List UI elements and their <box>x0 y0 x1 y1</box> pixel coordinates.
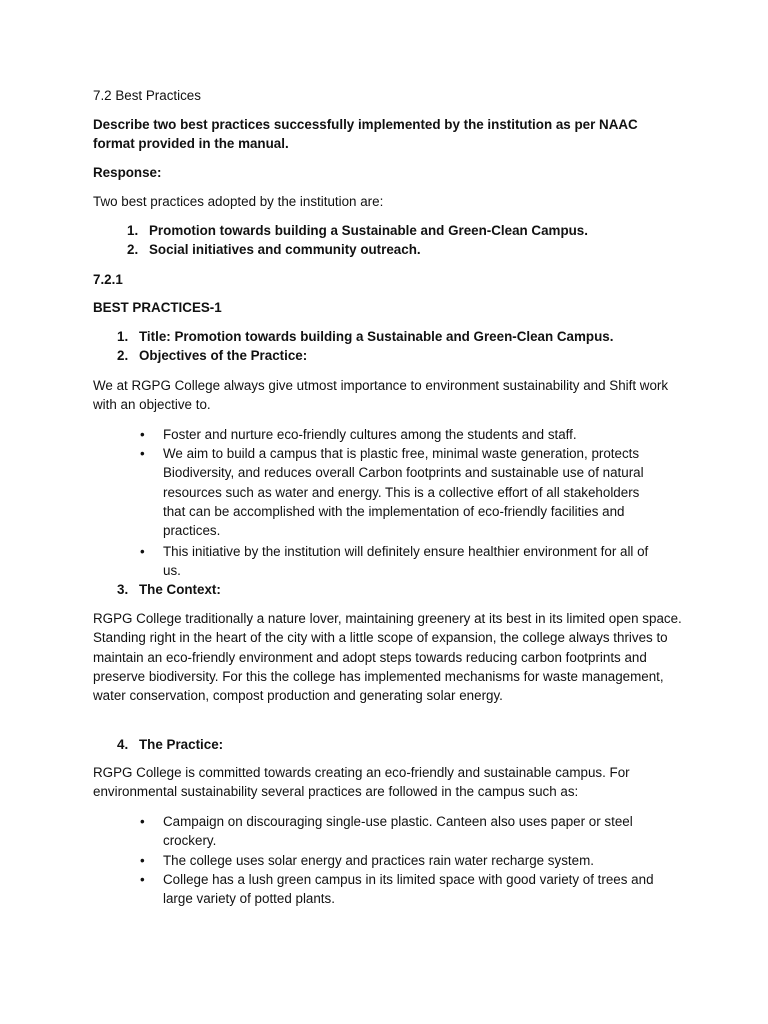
response-label: Response: <box>93 165 162 180</box>
bullet-text: This initiative by the institution will definitely ensure healthier environment for all of us. <box>163 544 649 579</box>
list-text: The Context: <box>139 582 221 597</box>
subsection-number: 7.2.1 <box>93 272 123 287</box>
bullet-icon: • <box>140 427 145 442</box>
bullet-item <box>140 425 680 444</box>
list-text: The Practice: <box>139 737 224 752</box>
context-paragraph: RGPG College traditionally a nature lover, maintaining greenery at its best in its limited open space. Standing right in the heart of the city with a little scope of expansion, the college always thrives to maintain an eco-friendly environment and adopt steps towards reducing carbon footprints and preserve biodiversity. For this the college has implemented mechanisms for waste management, water conservation, compost production and generating solar energy. <box>93 611 682 704</box>
list-number: 2. <box>127 242 139 257</box>
practice-paragraph: RGPG College is committed towards creating an eco-friendly and sustainable campus. For environmental sustainability several practices are followed in the campus such as: <box>93 765 630 800</box>
bullet-icon: • <box>140 446 145 461</box>
bullet-text: We aim to build a campus that is plastic free, minimal waste generation, protects Biodiversity, and reduces overall Carbon footprints and sustainable use of natural resources such as water and energy. This is a collective effort of all stakeholders that can be accomplished with the implementation of eco-friendly facilities and practices. <box>163 446 644 539</box>
list-number: 4. <box>117 737 129 752</box>
best-practice-heading: BEST PRACTICES-1 <box>93 300 222 315</box>
intro-text: Two best practices adopted by the institution are: <box>93 194 384 209</box>
bullet-text: The college uses solar energy and practices rain water recharge system. <box>163 853 594 868</box>
bullet-item <box>140 870 665 909</box>
bullet-item <box>140 851 680 870</box>
list-number: 3. <box>117 582 129 597</box>
list-number: 1. <box>127 223 139 238</box>
list-text: Social initiatives and community outreach. <box>149 242 421 257</box>
bullet-text: Campaign on discouraging single-use plastic. Canteen also uses paper or steel crockery. <box>163 814 633 849</box>
bullet-item <box>140 542 665 581</box>
list-text: Objectives of the Practice: <box>139 348 308 363</box>
bullet-item <box>140 812 665 851</box>
bullet-icon: • <box>140 544 145 559</box>
bullet-text: Foster and nurture eco-friendly cultures among the students and staff. <box>163 427 577 442</box>
bullet-item <box>140 444 660 540</box>
list-text: Title: Promotion towards building a Sustainable and Green-Clean Campus. <box>139 329 614 344</box>
objectives-paragraph: We at RGPG College always give utmost importance to environment sustainability and Shift work with an objective to. <box>93 378 669 413</box>
list-number: 2. <box>117 348 129 363</box>
question-text: Describe two best practices successfully implemented by the institution as per NAAC format provided in the manual. <box>93 117 638 152</box>
list-number: 1. <box>117 329 129 344</box>
bullet-text: College has a lush green campus in its limited space with good variety of trees and large variety of potted plants. <box>163 872 654 907</box>
section-heading: 7.2 Best Practices <box>93 88 201 103</box>
list-text: Promotion towards building a Sustainable and Green-Clean Campus. <box>149 223 588 238</box>
bullet-icon: • <box>140 872 145 887</box>
bullet-icon: • <box>140 814 145 829</box>
bullet-icon: • <box>140 853 145 868</box>
